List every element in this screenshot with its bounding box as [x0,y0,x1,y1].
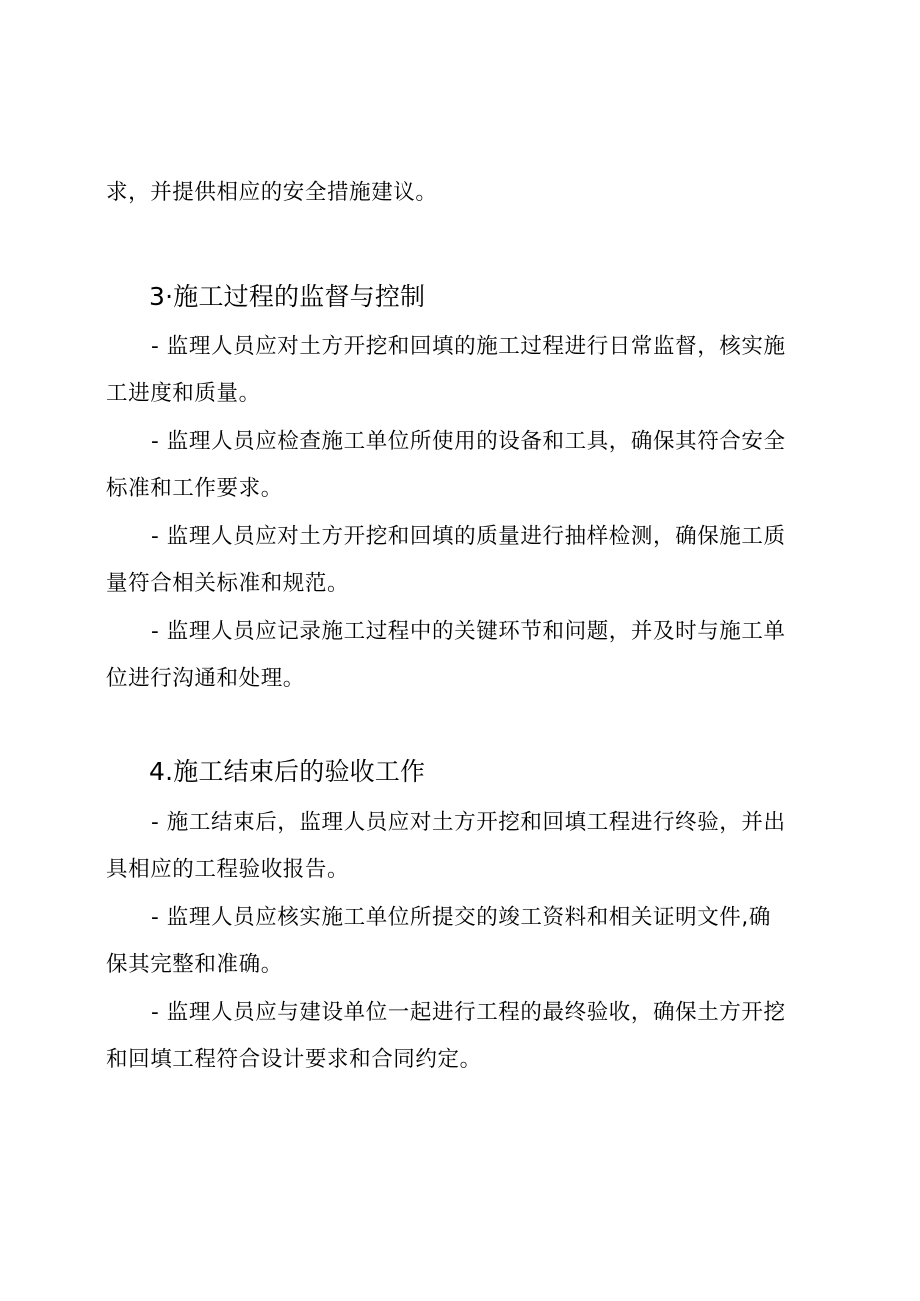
section-4-item-1-line-1: - 施工结束后，监理人员应对土方开挖和回填工程进行终验，并出 [151,810,786,835]
section-4-item-3-line-1: - 监理人员应与建设单位一起进行工程的最终验收，确保土方开挖 [151,1000,786,1025]
section-3-item-3-line-2: 量符合相关标准和规范。 [106,571,350,596]
section-3-item-2-line-1: - 监理人员应检查施工单位所使用的设备和工具，确保其符合安全 [151,429,786,454]
section-3-item-2-line-2: 标准和工作要求。 [106,476,283,501]
section-3-item-1-line-1: - 监理人员应对土方开挖和回填的施工过程进行日常监督，核实施 [151,334,786,359]
section-3-item-4-line-2: 位进行沟通和处理。 [106,666,305,691]
section-3-item-3-line-1: - 监理人员应对土方开挖和回填的质量进行抽样检测，确保施工质 [151,524,786,549]
section-3-heading: 3·施工过程的监督与控制 [149,282,426,311]
section-4-item-1-line-2: 具相应的工程验收报告。 [106,857,350,882]
section-3-item-1-line-2: 工进度和质量。 [106,381,261,406]
section-4-heading: 4.施工结束后的验收工作 [149,757,426,786]
section-4-item-3-line-2: 和回填工程符合设计要求和合同约定。 [106,1047,482,1072]
section-4-item-2-line-1: - 监理人员应核实施工单位所提交的竣工资料和相关证明文件,确 [151,905,771,930]
section-4-item-2-line-2: 保其完整和准确。 [106,952,283,977]
section-3-item-4-line-1: - 监理人员应记录施工过程中的关键环节和问题，并及时与施工单 [151,619,786,644]
intro-text-line: 求，并提供相应的安全措施建议。 [106,180,438,205]
